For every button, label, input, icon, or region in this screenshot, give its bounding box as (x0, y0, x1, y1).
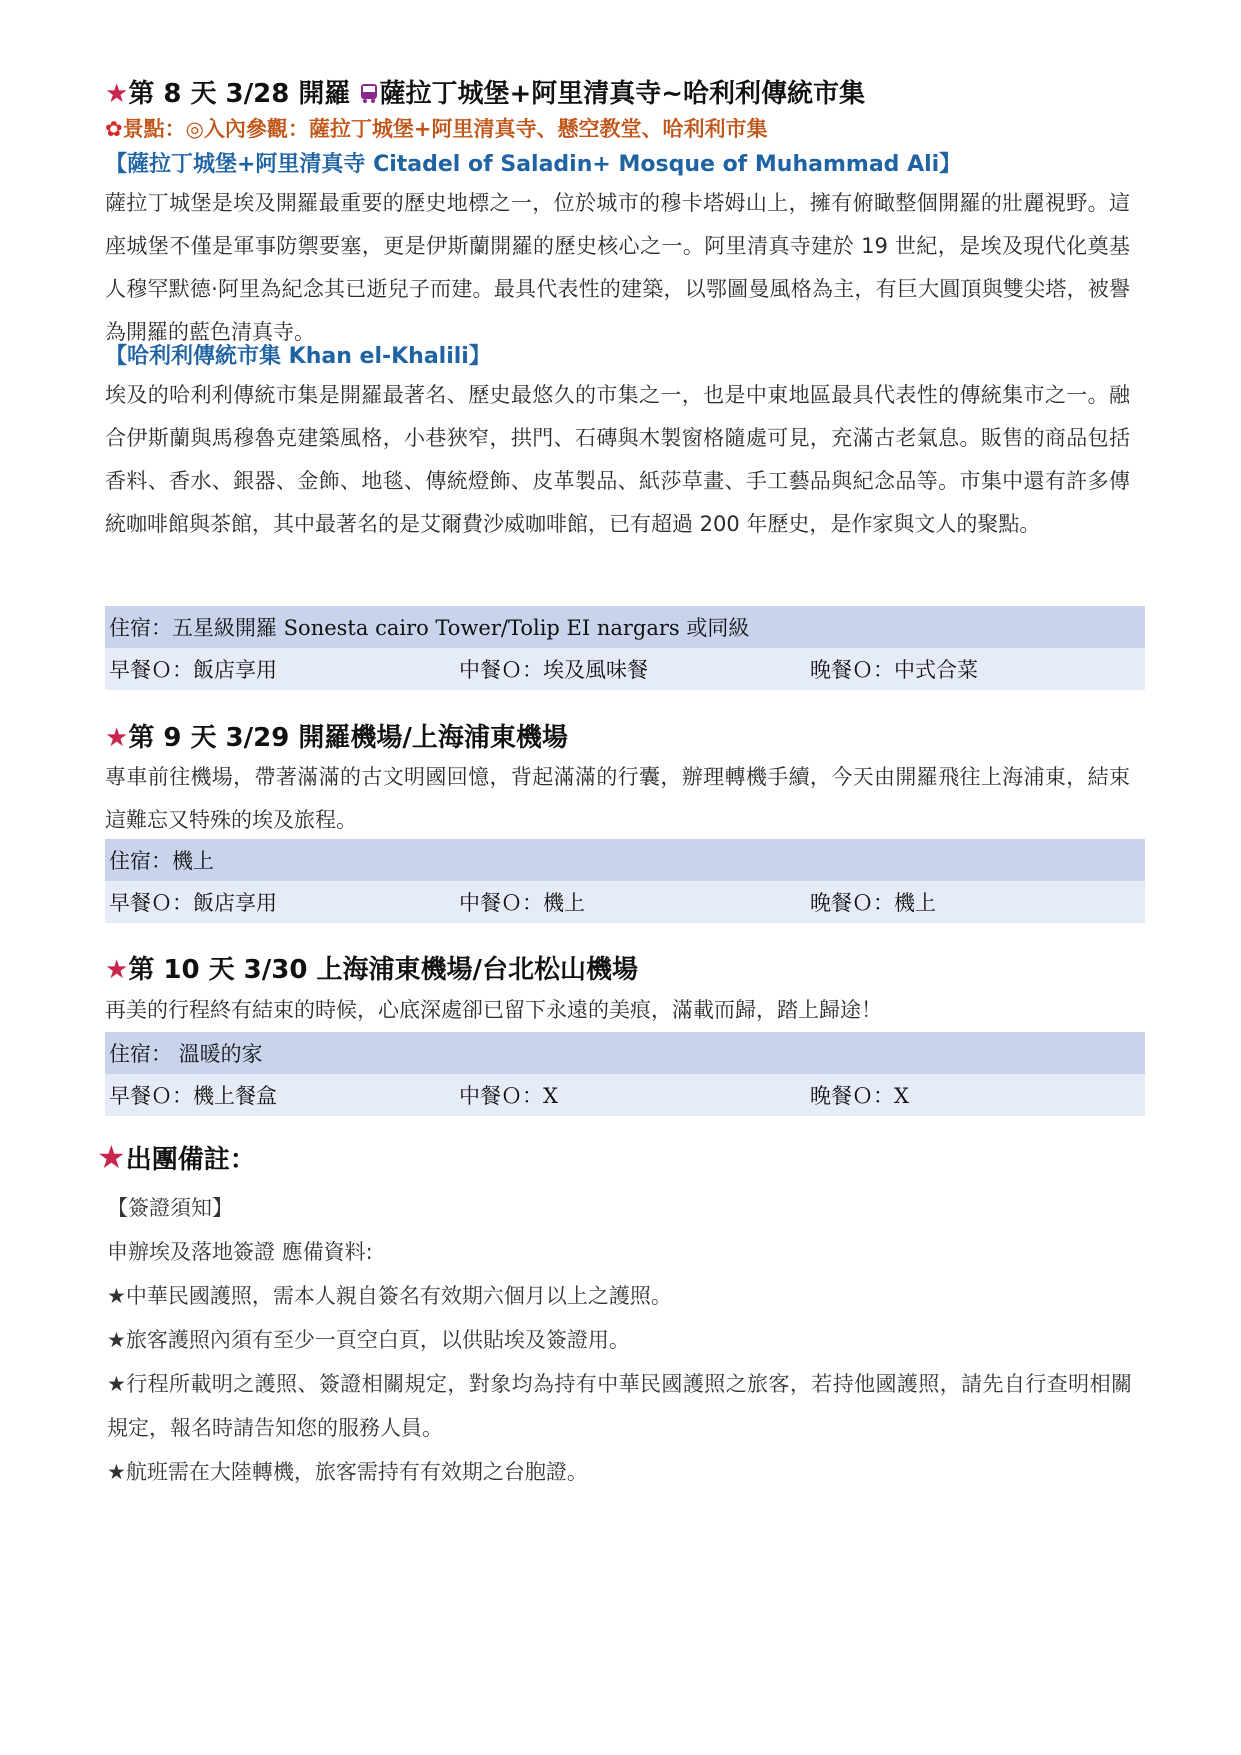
day9-breakfast: 早餐Ｏ：飯店享用 (105, 881, 455, 923)
day10-title-text: 第 10 天 3/30 上海浦東機場/台北松山機場 (128, 955, 638, 985)
day8-spots-text: 景點：◎入內參觀：薩拉丁城堡+阿里清真寺、懸空教堂、哈利利市集 (122, 117, 768, 141)
star-icon: ★ (97, 1138, 126, 1176)
day9-info-table (105, 839, 1145, 923)
visa-intro: 申辦埃及落地簽證 應備資料: (107, 1240, 373, 1264)
day8-stay: 住宿：五星級開羅 Sonesta cairo Tower/Tolip EI nargars 或同級 (105, 606, 1145, 648)
visa-note-item: ★中華民國護照，需本人親自簽名有效期六個月以上之護照。 (107, 1284, 672, 1308)
day9-meals-row (105, 881, 1145, 923)
day9-title-text: 第 9 天 3/29 開羅機場/上海浦東機場 (128, 723, 568, 753)
day8-dinner: 晚餐Ｏ：中式合菜 (806, 648, 1145, 690)
day8-title-post: 薩拉丁城堡+阿里清真寺~哈利利傳統市集 (379, 79, 866, 109)
visa-notes (107, 1186, 1132, 1494)
day10-breakfast: 早餐Ｏ：機上餐盒 (105, 1074, 455, 1116)
day8-stay-row (105, 606, 1145, 648)
day9-paragraph: 專車前往機場，帶著滿滿的古文明國回憶，背起滿滿的行囊，辦理轉機手續，今天由開羅飛往上海浦東，結束這難忘又特殊的埃及旅程。 (105, 765, 1130, 832)
day8-spots (105, 114, 768, 144)
bus-icon (359, 83, 379, 108)
star-icon: ★ (105, 723, 129, 753)
day9-lunch: 中餐Ｏ：機上 (455, 881, 806, 923)
star-icon: ★ (105, 955, 129, 985)
day8-paragraph-citadel: 薩拉丁城堡是埃及開羅最重要的歷史地標之一，位於城市的穆卡塔姆山上，擁有俯瞰整個開羅的壯麗視野。這座城堡不僅是軍事防禦要塞，更是伊斯蘭開羅的歷史核心之一。阿里清真寺建於 19 世紀，是埃及現代化奠基人穆罕默德·阿里為紀念其已逝兒子而建。最具代表性的建築，以鄂圖曼風格為主，有巨大圓頂與雙尖塔，被譽為開羅的藍色清真寺。 (105, 191, 1130, 344)
day8-paragraph-khan: 埃及的哈利利傳統市集是開羅最著名、歷史最悠久的市集之一，也是中東地區最具代表性的傳統集市之一。融合伊斯蘭與馬穆魯克建築風格，小巷狹窄，拱門、石磚與木製窗格隨處可見，充滿古老氣息。販售的商品包括香料、香水、銀器、金飾、地毯、傳統燈飾、皮革製品、紙莎草畫、手工藝品與紀念品等。市集中還有許多傳統咖啡館與茶館，其中最著名的是艾爾費沙威咖啡館，已有超過 200 年歷史，是作家與文人的聚點。 (105, 383, 1130, 536)
day8-lunch: 中餐Ｏ：埃及風味餐 (455, 648, 806, 690)
day10-meals-row (105, 1074, 1145, 1116)
flower-icon: ✿ (105, 117, 123, 141)
day9-dinner: 晚餐Ｏ：機上 (806, 881, 1145, 923)
notes-title-text: 出團備註： (125, 1145, 256, 1175)
day8-meals-row (105, 648, 1145, 690)
day8-info-table (105, 606, 1145, 690)
day9-stay: 住宿：機上 (105, 839, 1145, 881)
day8-title (105, 76, 865, 114)
day10-info-table (105, 1032, 1145, 1116)
visa-note-item: ★行程所載明之護照、簽證相關規定，對象均為持有中華民國護照之旅客，若持他國護照，請先自行查明相關規定，報名時請告知您的服務人員。 (107, 1372, 1132, 1440)
day9-stay-row (105, 839, 1145, 881)
day8-subheading-citadel: 【薩拉丁城堡+阿里清真寺 Citadel of Saladin+ Mosque of Muhammad Ali】 (105, 152, 962, 177)
day8-subheading-khan: 【哈利利傳統市集 Khan el-Khalili】 (105, 344, 491, 369)
day10-stay-row (105, 1032, 1145, 1074)
day10-stay: 住宿： 溫暖的家 (105, 1032, 1145, 1074)
day8-breakfast: 早餐Ｏ：飯店享用 (105, 648, 455, 690)
day10-paragraph: 再美的行程終有結束的時候，心底深處卻已留下永遠的美痕，滿載而歸，踏上歸途！ (105, 998, 882, 1022)
visa-note-item: ★旅客護照內須有至少一頁空白頁，以供貼埃及簽證用。 (107, 1328, 630, 1352)
day10-dinner: 晚餐Ｏ：X (806, 1074, 1145, 1116)
notes-title (97, 1138, 256, 1176)
day8-title-pre: 第 8 天 3/28 開羅 (128, 79, 351, 109)
star-icon: ★ (105, 79, 129, 109)
day10-title (105, 952, 638, 988)
visa-heading: 【簽證須知】 (107, 1196, 233, 1220)
day10-lunch: 中餐Ｏ：X (455, 1074, 806, 1116)
day9-title (105, 720, 568, 756)
visa-note-item: ★航班需在大陸轉機，旅客需持有有效期之台胞證。 (107, 1460, 588, 1484)
